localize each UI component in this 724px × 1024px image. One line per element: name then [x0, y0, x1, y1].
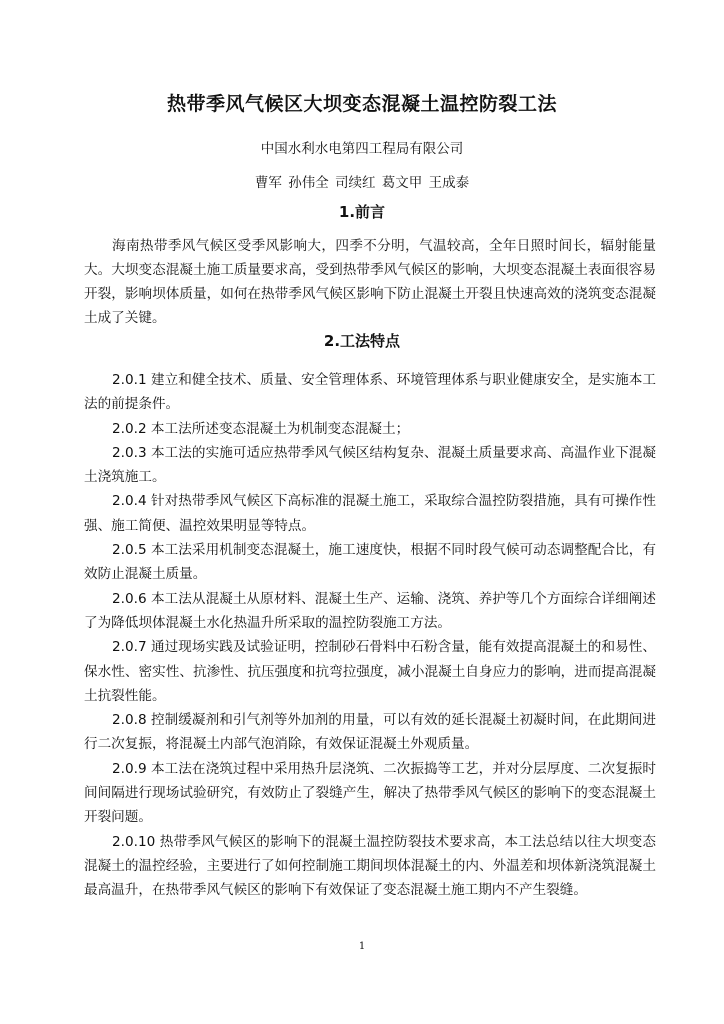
feature-item: 2.0.1 建立和健全技术、质量、安全管理体系、环境管理体系与职业健康安全，是实施本工法的前提条件。 [84, 372, 656, 413]
feature-item: 2.0.2 本工法所述变态混凝土为机制变态混凝土； [112, 420, 410, 437]
section-heading-features: 2.工法特点 [323, 332, 401, 350]
feature-item: 2.0.8 控制缓凝剂和引气剂等外加剂的用量，可以有效的延长混凝土初凝时间，在此期间进行二次复振，将混凝土内部气泡消除，有效保证混凝土外观质量。 [84, 712, 656, 753]
preface-paragraph: 海南热带季风气候区受季风影响大，四季不分明，气温较高，全年日照时间长，辐射能量大。大坝变态混凝土施工质量要求高，受到热带季风气候区的影响，大坝变态混凝土表面很容易开裂，影响坝体质量，如何在热带季风气候区影响下防止混凝土开裂且快速高效的浇筑变态混凝土成了关键。 [84, 238, 656, 326]
section-heading-preface: 1.前言 [338, 203, 386, 221]
feature-item: 2.0.3 本工法的实施可适应热带季风气候区结构复杂、混凝土质量要求高、高温作业下混凝土浇筑施工。 [84, 444, 656, 486]
features-list [84, 368, 656, 903]
document-title: 热带季风气候区大坝变态混凝土温控防裂工法 [166, 93, 557, 115]
feature-item: 2.0.4 针对热带季风气候区下高标准的混凝土施工，采取综合温控防裂措施，具有可操作性强、施工简便、温控效果明显等特点。 [84, 493, 656, 534]
page-number: 1 [358, 941, 366, 952]
feature-item: 2.0.10 热带季风气候区的影响下的混凝土温控防裂技术要求高，本工法总结以往大坝变态混凝土的温控经验，主要进行了如何控制施工期间坝体混凝土的内、外温差和坝体新浇筑混凝土最高温升，在热带季风气候区的影响下有效保证了变态混凝土施工期内不产生裂缝。 [84, 833, 656, 899]
feature-item: 2.0.5 本工法采用机制变态混凝土，施工速度快，根据不同时段气候可动态调整配合比，有效防止混凝土质量。 [84, 542, 656, 583]
author-list: 曹军 孙伟全 司续红 葛文甲 王成泰 [254, 175, 470, 191]
organization-name: 中国水利水电第四工程局有限公司 [260, 141, 464, 157]
feature-item: 2.0.6 本工法从混凝土从原材料、混凝土生产、运输、浇筑、养护等几个方面综合详细阐述了为降低坝体混凝土水化热温升所采取的温控防裂施工方法。 [84, 590, 656, 631]
feature-item: 2.0.9 本工法在浇筑过程中采用热升层浇筑、二次振捣等工艺，并对分层厚度、二次复振时间间隔进行现场试验研究，有效防止了裂缝产生，解决了热带季风气候区的影响下的变态混凝土开裂问题。 [84, 760, 656, 826]
feature-item: 2.0.7 通过现场实践及试验证明，控制砂石骨料中石粉含量，能有效提高混凝土的和易性、保水性、密实性、抗渗性、抗压强度和抗弯拉强度，减小混凝土自身应力的影响，进而提高混凝土抗裂性能。 [84, 639, 656, 704]
